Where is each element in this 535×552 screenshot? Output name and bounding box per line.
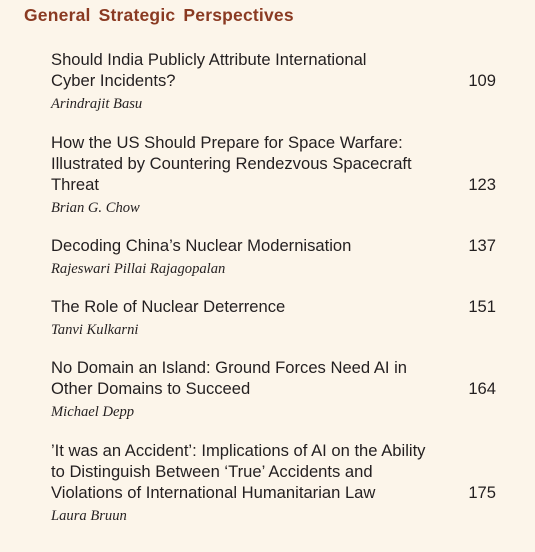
entry-title-line: to Distinguish Between ‘True’ Accidents and xyxy=(51,462,373,481)
entry-title xyxy=(51,440,451,503)
entry-author: Michael Depp xyxy=(51,404,135,420)
entry-title xyxy=(51,235,451,256)
entry-title-line: Illustrated by Countering Rendezvous Spacecraft xyxy=(51,154,412,173)
entry-title xyxy=(51,296,451,317)
entry-title-line: Threat xyxy=(51,175,99,194)
entry-page-number: 175 xyxy=(468,483,496,502)
entry-page-number: 164 xyxy=(468,379,496,398)
toc-entry xyxy=(51,440,496,525)
entry-title-line: Cyber Incidents? xyxy=(51,71,176,90)
toc-entry xyxy=(51,235,496,278)
toc-entry xyxy=(51,357,496,421)
entry-page-number: 137 xyxy=(468,236,496,255)
entry-author: Arindrajit Basu xyxy=(51,96,143,112)
entry-title-line: How the US Should Prepare for Space Warfare: xyxy=(51,133,403,152)
entry-author: Rajeswari Pillai Rajagopalan xyxy=(51,261,226,277)
entry-page-number: 109 xyxy=(468,71,496,90)
entry-title xyxy=(51,49,451,91)
toc-entry xyxy=(51,132,496,217)
toc-entry xyxy=(51,49,496,113)
entry-title-line: Other Domains to Succeed xyxy=(51,379,251,398)
entry-author: Laura Bruun xyxy=(51,508,127,524)
entry-title-line: Violations of International Humanitarian Law xyxy=(51,483,376,502)
entry-title-line: No Domain an Island: Ground Forces Need AI in xyxy=(51,358,408,377)
entry-title xyxy=(51,357,451,399)
entry-author: Tanvi Kulkarni xyxy=(51,322,139,338)
entry-title-line: Should India Publicly Attribute International xyxy=(51,50,367,69)
entry-page-number: 123 xyxy=(468,175,496,194)
entry-title-line: ’It was an Accident’: Implications of AI on the Ability xyxy=(51,441,426,460)
entry-title-line: The Role of Nuclear Deterrence xyxy=(51,297,286,316)
entry-title xyxy=(51,132,451,195)
entry-page-number: 151 xyxy=(468,297,496,316)
entry-author: Brian G. Chow xyxy=(51,200,140,216)
toc-entry xyxy=(51,296,496,339)
section-title: General Strategic Perspectives xyxy=(24,5,294,25)
entry-title-line: Decoding China’s Nuclear Modernisation xyxy=(51,236,352,255)
